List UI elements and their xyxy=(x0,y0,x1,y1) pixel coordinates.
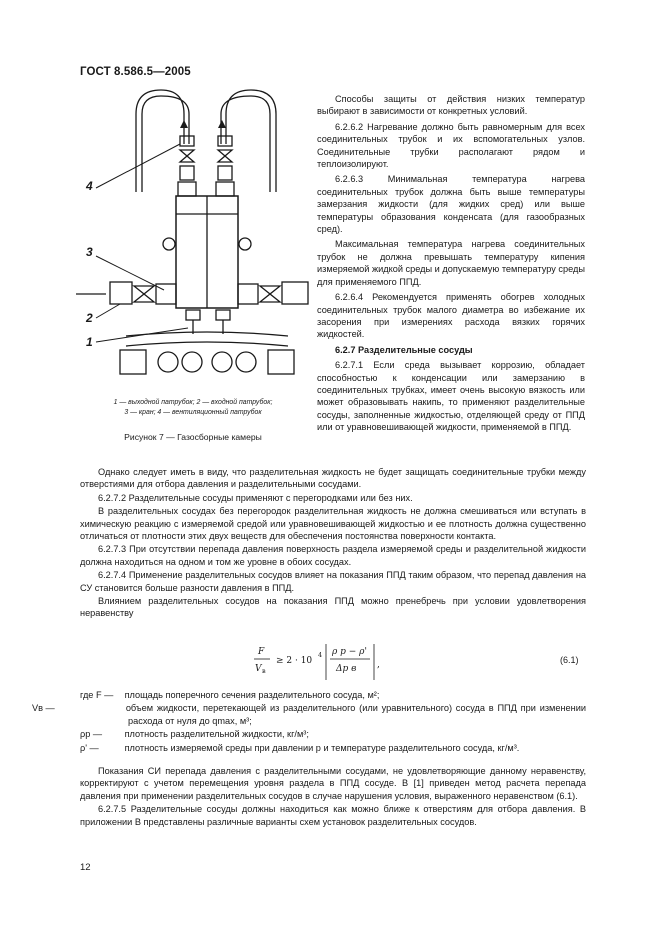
inlet-nut-right xyxy=(282,282,308,304)
bottom-pipe-bottom xyxy=(126,342,288,346)
full-width-text xyxy=(80,466,586,620)
leader-4 xyxy=(96,144,180,188)
inlet-valve-right xyxy=(260,286,280,302)
section-heading-627: 6.2.7 Разделительные сосуды xyxy=(335,344,473,355)
formula-den: Δp в xyxy=(336,664,357,674)
paragraph: 6.2.6.4 Рекомендуется применять обогрев холодных соединительных трубок малого диаметра во избежание их засорения при измерениях расхода вязких горячих жидкостей. xyxy=(317,292,585,340)
top-nut2-right xyxy=(216,182,234,196)
leader-2 xyxy=(96,304,120,318)
paragraph: 6.2.7.5 Разделительные сосуды должны находиться как можно ближе к отверстиям для отбора давления. В приложении В представлены различные варианты схем установок разделительных сосудов. xyxy=(80,804,586,827)
paragraph: В разделительных сосудах без перегородок разделительная жидкость не должна смешиваться или вступать в химическую реакцию с измеряемой средой или уравновешивающей жидкостью и ее плотность должна существенно отличаться от плотности этих двух веществ для обеспечения постоянства поверхности контакта. xyxy=(80,506,586,542)
callout-3: 3 xyxy=(86,245,93,259)
definition-item xyxy=(80,689,586,701)
formula-6-1 xyxy=(80,638,586,686)
paragraph: 6.2.7.2 Разделительные сосуды применяют с перегородками или без них. xyxy=(98,492,413,503)
definition-item xyxy=(32,702,586,727)
bottom-nut-left xyxy=(120,350,146,374)
paragraph: 6.2.6.2 Нагревание должно быть равномерным для всех соединительных трубок и их вспомогательных узлов. Соединительные трубки располагают рядом и теплоизолируют. xyxy=(317,121,585,170)
callout-2: 2 xyxy=(86,311,93,325)
vent-loop-right-inner xyxy=(221,96,270,192)
figure-gas-collection-chambers xyxy=(76,84,312,396)
inlet-nut-left xyxy=(110,282,132,304)
vent-loop-left-inner xyxy=(142,96,189,192)
right-column xyxy=(317,93,585,437)
formula-inequality: ≥ 2 · 10 xyxy=(276,656,313,666)
figure-legend xyxy=(82,398,304,418)
definition-text: площадь поперечного сечения разделительного сосуда, м²; xyxy=(124,690,380,700)
bottom-nut-right xyxy=(268,350,294,374)
definition-text: плотность разделительной жидкости, кг/м³; xyxy=(124,729,309,740)
closing-text xyxy=(80,765,586,828)
bottom-fitting-left xyxy=(186,310,200,320)
top-nut-right xyxy=(218,166,232,180)
formula-lhs-den: V xyxy=(255,664,262,674)
inlet-valve-left xyxy=(134,286,154,302)
top-valve-left xyxy=(180,150,194,162)
figure-legend-line-1: 1 — выходной патрубок; 2 — входной патрубок; xyxy=(113,399,273,406)
paragraph: Максимальная температура нагрева соединительных трубок не должна превышать температуру кипения измеряемой жидкой среды и допускаемую температуру среды для применяемого ППД. xyxy=(317,239,585,287)
paragraph: Влиянием разделительных сосудов на показания ППД можно пренебречь при условии удовлетворения неравенству xyxy=(80,596,586,619)
bottom-coupling-3 xyxy=(212,352,232,372)
top-fitting-right xyxy=(218,136,232,146)
definition-text: плотность измеряемой среды при давлении p и температуре разделительного сосуда, кг/м³. xyxy=(124,742,520,753)
formula-lhs-num: F xyxy=(258,647,265,657)
definition-symbol: ρ' — xyxy=(80,742,99,753)
page-number: 12 xyxy=(80,862,91,873)
formula-number: (6.1) xyxy=(560,655,579,665)
formula-lhs-den-sub: в xyxy=(262,667,266,675)
definition-symbol: ρр — xyxy=(80,729,103,740)
callout-4: 4 xyxy=(86,179,93,193)
paragraph: Однако следует иметь в виду, что разделительная жидкость не будет защищать соединительные трубки между отверстиями для отбора давления и разделительными сосудами. xyxy=(80,467,586,490)
paragraph: Показания СИ перепада давления с разделительными сосудами, не удовлетворяющие данному неравенству, корректируют с учетом перемещения уровня раздела в ППД сосуде. В [1] приведен метод расчета перепада давления при применении разделительных сосудов в случае нарушения условия, выраженного неравенством (6.1). xyxy=(80,766,586,801)
bottom-fitting-right xyxy=(216,310,230,320)
leader-1 xyxy=(96,328,188,342)
paragraph: 6.2.7.3 При отсутствии перепада давления поверхность раздела измеряемой среды и разделительной жидкости должна находиться на одном и том же уровне в обоих сосудах. xyxy=(80,544,586,567)
vent-arrow-right xyxy=(218,120,226,128)
definition-item xyxy=(80,742,586,754)
figure-caption: Рисунок 7 — Газосборные камеры xyxy=(124,432,262,442)
top-nut2-left xyxy=(178,182,196,196)
top-valve-right xyxy=(218,150,232,162)
definition-symbol: Vв — xyxy=(32,703,55,714)
formula-comma: , xyxy=(377,660,380,670)
definition-item xyxy=(80,728,586,740)
bottom-coupling-4 xyxy=(236,352,256,372)
document-header: ГОСТ 8.586.5—2005 xyxy=(80,66,191,78)
bottom-coupling-1 xyxy=(158,352,178,372)
leader-3 xyxy=(96,256,164,290)
paragraph: 6.2.7.4 Применение разделительных сосудов влияет на показания ППД таким образом, что перепад давления на СУ становится больше разности давления в ППД. xyxy=(80,570,586,593)
figure-drawing xyxy=(76,84,312,396)
formula-exponent: 4 xyxy=(318,651,323,659)
bottom-coupling-2 xyxy=(182,352,202,372)
formula-num: ρ р − ρ' xyxy=(332,647,367,657)
top-fitting-left xyxy=(180,136,194,146)
figure-legend-line-2: 3 — кран; 4 — вентиляционный патрубок xyxy=(124,409,262,416)
plug-left xyxy=(163,238,175,250)
top-nut-left xyxy=(180,166,194,180)
formula-drawing xyxy=(80,638,586,686)
callout-1: 1 xyxy=(86,335,93,349)
definition-text: объем жидкости, перетекающей из разделительного (или уравнительного) сосуда в ППД при изменении расхода от нуля до qmax, м³; xyxy=(125,703,586,726)
definitions xyxy=(32,689,586,755)
definition-symbol: где F — xyxy=(80,690,114,700)
inlet-fitting-right xyxy=(238,284,258,304)
vent-arrow-left xyxy=(180,120,188,128)
paragraph: Способы защиты от действия низких температур выбирают в зависимости от конкретных условий. xyxy=(317,94,585,117)
paragraph: 6.2.6.3 Минимальная температура нагрева соединительных трубок должна быть выше температуры замерзания жидкости (для жидких сред) или выше температуры образования конденсата (для газообразных сред). xyxy=(317,174,585,235)
plug-right xyxy=(239,238,251,250)
paragraph: 6.2.7.1 Если среда вызывает коррозию, обладает способностью к конденсации или замерзанию в соединительных трубках, имеет очень высокую вязкость или может образовывать накипь, то применяют разделительные сосуды, заполненные жидкостью, отделяющей среду от ППД или от уравновешивающей жидкости, применяемой в ППД. xyxy=(317,360,585,433)
